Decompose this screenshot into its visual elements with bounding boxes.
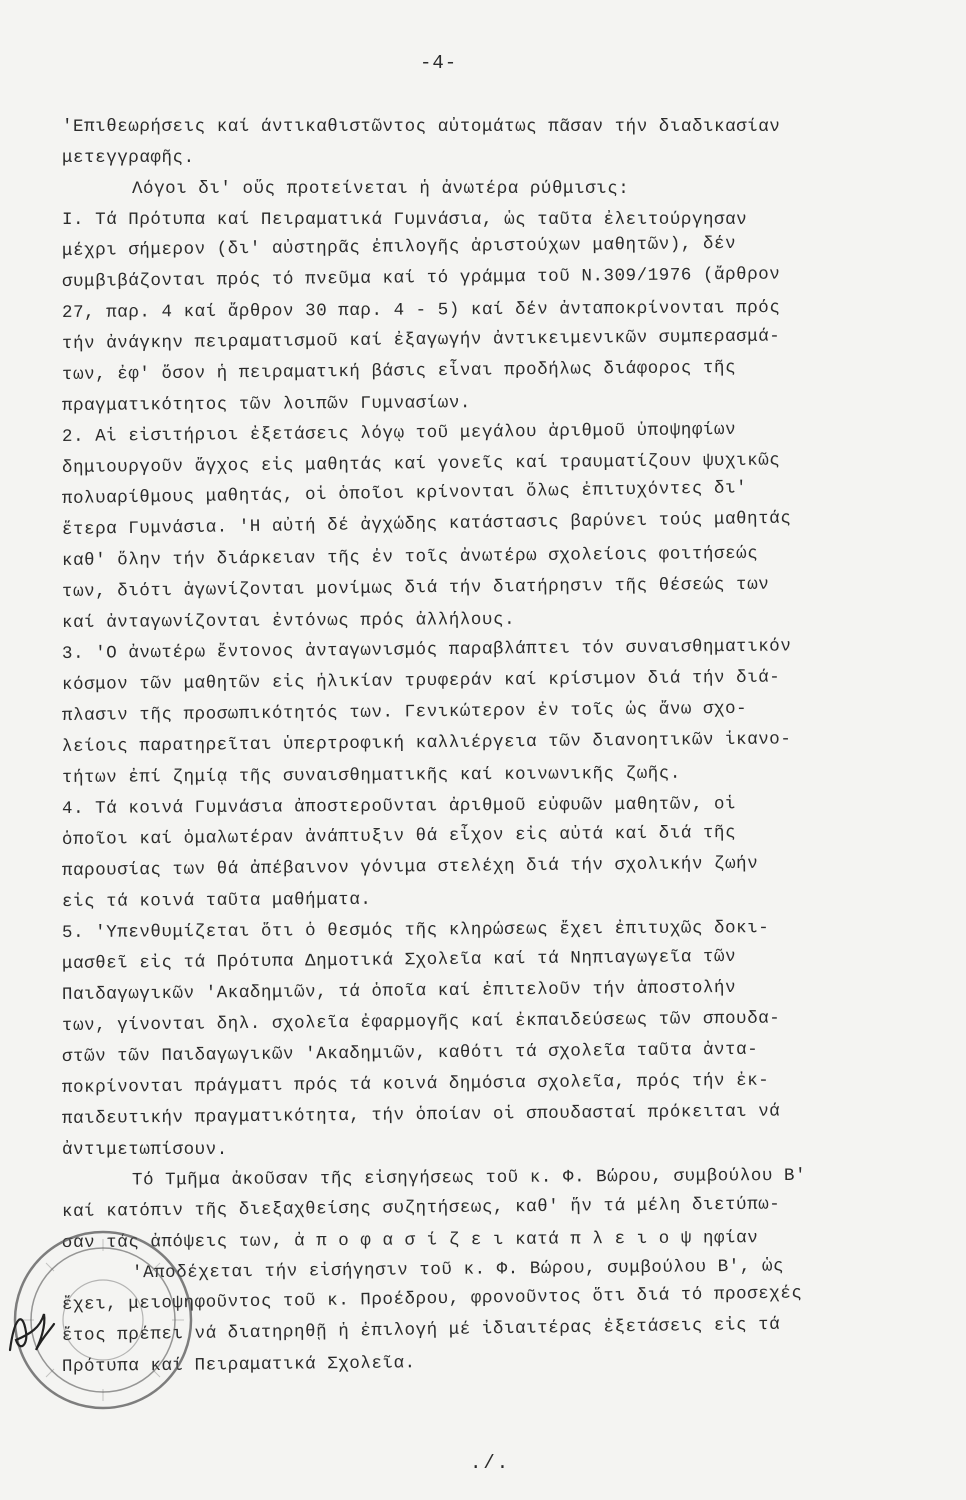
text-line: ἔχει, μειοψηφοῦντος τοῦ κ. Προέδρου, φρονοῦντος ὅτι διά τό προσεχές	[61, 1283, 803, 1315]
text-line: τήν ἀνάγκην πειραματισμοῦ καί ἐξαγωγήν ἀντικειμενικῶν συμπερασμά-	[61, 326, 781, 354]
text-line: μετεγγραφῆς.	[62, 148, 195, 168]
text-line: 2. Αἱ εἰσιτήριοι ἐξετάσεις λόγῳ τοῦ μεγάλου ἀριθμοῦ ὑποψηφίων	[61, 419, 737, 447]
page-number: -4-	[420, 52, 458, 74]
text-line: Τό Τμῆμα ἀκοῦσαν τῆς εἰσηγήσεως τοῦ κ. Φ. Βώρου, συμβούλου Β'	[131, 1165, 807, 1191]
text-line: 5. 'Υπενθυμίζεται ὅτι ὁ θεσμός τῆς κληρώσεως ἔχει ἐπιτυχῶς δοκι-	[61, 918, 770, 943]
text-line: 'Αποδέχεται τήν εἰσήγησιν τοῦ κ. Φ. Βώρου, συμβούλου Β', ὡς	[131, 1256, 785, 1284]
text-line: Ι. Τά Πρότυπα καί Πειραματικά Γυμνάσια, ὡς ταῦτα ἐλειτούργησαν	[62, 210, 748, 230]
text-line: 27, παρ. 4 καί ἄρθρον 30 παρ. 4 - 5) καί δέν ἀνταποκρίνονται πρός	[61, 297, 781, 323]
text-line: Παιδαγωγικῶν 'Ακαδημιῶν, τά ὁποῖα καί ἐπιτελοῦν τήν ἀποστολήν	[61, 977, 737, 1005]
text-line: εἰς τά κοινά ταῦτα μαθήματα.	[61, 889, 372, 912]
text-line: κόσμον τῶν μαθητῶν εἰς ἡλικίαν τρυφεράν καί κρίσιμον διά τήν διά-	[61, 667, 781, 695]
text-line: ἕτερα Γυμνάσια. 'Η αὐτή δέ ἀγχώδης κατάστασις βαρύνει τούς μαθητάς	[61, 508, 792, 540]
text-line: των, ἐφ' ὅσον ἡ πειραματική βάσις εἶναι προδήλως διάφορος τῆς	[61, 357, 737, 385]
text-line: ἀντιμετωπίσουν.	[62, 1140, 228, 1160]
text-line: των, διότι ἀγωνίζονται μονίμως διά τήν διατήρησιν τῆς θέσεώς των	[61, 574, 770, 602]
text-line: παιδευτικήν πραγματικότητα, τήν ὁποίαν οἱ σπουδασταί πρόκειται νά	[61, 1101, 781, 1129]
document-body	[62, 112, 942, 1383]
text-line: μασθεῖ εἰς τά Πρότυπα Δημοτικά Σχολεῖα καί τά Νηπιαγωγεῖα τῶν	[61, 946, 737, 974]
signature-mark	[0, 1290, 60, 1370]
text-line: πλασιν τῆς προσωπικότητός των. Γενικώτερον ἐν τοῖς ὡς ἄνω σχο-	[61, 698, 748, 726]
text-line: των, γίνονται δηλ. σχολεῖα ἐφαρμογῆς καί ἐκπαιδεύσεως τῶν σπουδα-	[61, 1008, 781, 1036]
text-line: καί κατόπιν τῆς διεξαχθείσης συζητήσεως, καθ' ἥν τά μέλη διετύπω-	[61, 1194, 781, 1222]
text-line: συμβιβάζονται πρός τό πνεῦμα καί τό γράμμα τοῦ Ν.309/1976 (ἄρθρον	[61, 264, 781, 292]
text-line: καί ἀνταγωνίζονται ἐντόνως πρός ἀλλήλους.	[61, 609, 516, 633]
text-line: ὁποῖοι καί ὁμαλωτέραν ἀνάπτυξιν θά εἶχον εἰς αὐτά καί διά τῆς	[61, 822, 737, 850]
text-line: 3. 'Ο ἀνωτέρω ἔντονος ἀνταγωνισμός παραβλάπτει τόν συναισθηματικόν	[61, 636, 792, 664]
text-line: καθ' ὅλην τήν διάρκειαν τῆς ἐν τοῖς ἀνωτέρω σχολείοις φοιτήσεώς	[61, 543, 759, 571]
text-line: Πρότυπα καί Πειραματικά Σχολεῖα.	[61, 1353, 416, 1377]
text-line: στῶν τῶν Παιδαγωγικῶν 'Ακαδημιῶν, καθότι τά σχολεῖα ταῦτα ἀντα-	[61, 1039, 759, 1067]
text-line: πολυαρίθμους μαθητάς, οἱ ὁποῖοι κρίνονται ὅλως ἐπιτυχόντες δι'	[61, 478, 748, 509]
text-line: τήτων ἐπί ζημίᾳ τῆς συναισθηματικῆς καί κοινωνικῆς ζωῆς.	[61, 763, 681, 788]
text-line: ποκρίνονται πράγματι πρός τά κοινά δημόσια σχολεῖα, πρός τήν ἐκ-	[61, 1070, 770, 1098]
text-line: δημιουργοῦν ἄγχος εἰς μαθητάς καί γονεῖς καί τραυματίζουν ψυχικῶς	[61, 450, 781, 478]
continuation-mark: ./.	[470, 1452, 511, 1474]
text-line: λείοις παρατηρεῖται ὑπερτροφική καλλιέργεια τῶν διανοητικῶν ἱκανο-	[61, 729, 792, 757]
text-line: μέχρι σήμερον (δι' αὐστηρᾶς ἐπιλογῆς ἀριστούχων μαθητῶν), δέν	[61, 233, 737, 261]
text-line: σαν τάς ἀπόψεις των, ἀ π ο φ α σ ί ζ ε ι κατά π λ ε ι ο ψ ηφίαν	[61, 1228, 759, 1253]
text-line: παρουσίας των θά ἀπέβαινον γόνιμα στελέχη διά τήν σχολικήν ζωήν	[61, 853, 759, 881]
text-line: 'Επιθεωρήσεις καί άντικαθιστῶντος αὐτομάτως πᾶσαν τήν διαδικασίαν	[62, 117, 781, 137]
text-line: 4. Τά κοινά Γυμνάσια ἀποστεροῦνται ἀριθμοῦ εὐφυῶν μαθητῶν, οἱ	[61, 794, 737, 819]
text-line: Λόγοι δι' οὕς προτείνεται ἡ ἀνωτέρα ρύθμισις:	[132, 179, 630, 199]
text-line: ἔτος πρέπει νά διατηρηθῇ ἡ ἐπιλογή μέ ἰδιαιτέρας ἐξετάσεις εἰς τά	[61, 1314, 781, 1346]
text-line: πραγματικότητος τῶν λοιπῶν Γυμνασίων.	[61, 393, 471, 416]
